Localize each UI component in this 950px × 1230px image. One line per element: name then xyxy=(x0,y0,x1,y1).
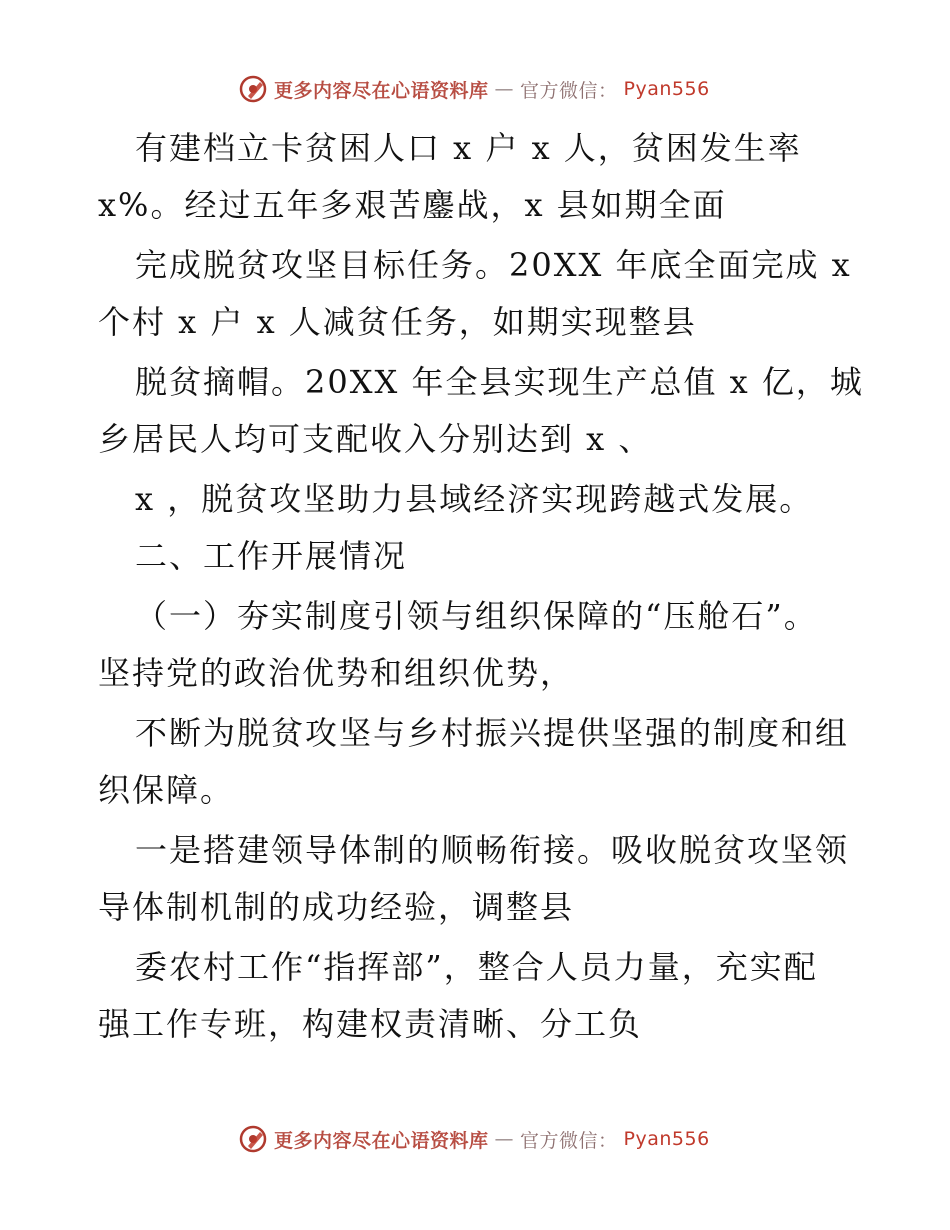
watermark-dash: — xyxy=(494,1128,515,1150)
text-line: 坚持党的政治优势和组织优势， xyxy=(98,654,575,692)
watermark-wechat-label: 官方微信： xyxy=(520,1129,618,1152)
watermark-dash: — xyxy=(494,78,515,100)
text-line: 一是搭建领导体制的顺畅衔接。吸收脱贫攻坚领 xyxy=(135,831,850,869)
text-line: x ，脱贫攻坚助力县域经济实现跨越式发展。 xyxy=(135,480,814,518)
watermark-main-text: 更多内容尽在心语资料库 xyxy=(274,79,489,102)
header-watermark xyxy=(238,74,710,104)
text-line: 脱贫摘帽。20XX 年全县实现生产总值 x 亿，城 xyxy=(135,363,864,401)
watermark-wechat-label: 官方微信： xyxy=(520,79,618,102)
text-line: 有建档立卡贫困人口 x 户 x 人，贫困发生率 xyxy=(135,129,802,167)
text-line: 导体制机制的成功经验，调整县 xyxy=(98,888,575,926)
pen-logo-icon xyxy=(238,74,268,104)
text-line: 织保障。 xyxy=(98,771,235,809)
text-line: 个村 x 户 x 人减贫任务，如期实现整县 xyxy=(98,303,697,341)
footer-watermark xyxy=(238,1124,710,1154)
watermark-wechat-id: Pyan556 xyxy=(623,1128,710,1150)
watermark-main-text: 更多内容尽在心语资料库 xyxy=(274,1129,489,1152)
text-line: 不断为脱贫攻坚与乡村振兴提供坚强的制度和组 xyxy=(135,714,850,752)
watermark-wechat-id: Pyan556 xyxy=(623,78,710,100)
text-line: x%。经过五年多艰苦鏖战，x 县如期全面 xyxy=(98,186,727,224)
text-line: 乡居民人均可支配收入分别达到 x 、 xyxy=(98,420,653,458)
text-line: 强工作专班，构建权责清晰、分工负 xyxy=(98,1005,643,1043)
section-heading: 二、工作开展情况 xyxy=(135,537,408,575)
subsection-heading: （一）夯实制度引领与组织保障的“压舱石”。 xyxy=(135,597,818,635)
pen-logo-icon xyxy=(238,1124,268,1154)
text-line: 委农村工作“指挥部”，整合人员力量，充实配 xyxy=(135,948,818,986)
text-line: 完成脱贫攻坚目标任务。20XX 年底全面完成 x xyxy=(135,246,852,284)
